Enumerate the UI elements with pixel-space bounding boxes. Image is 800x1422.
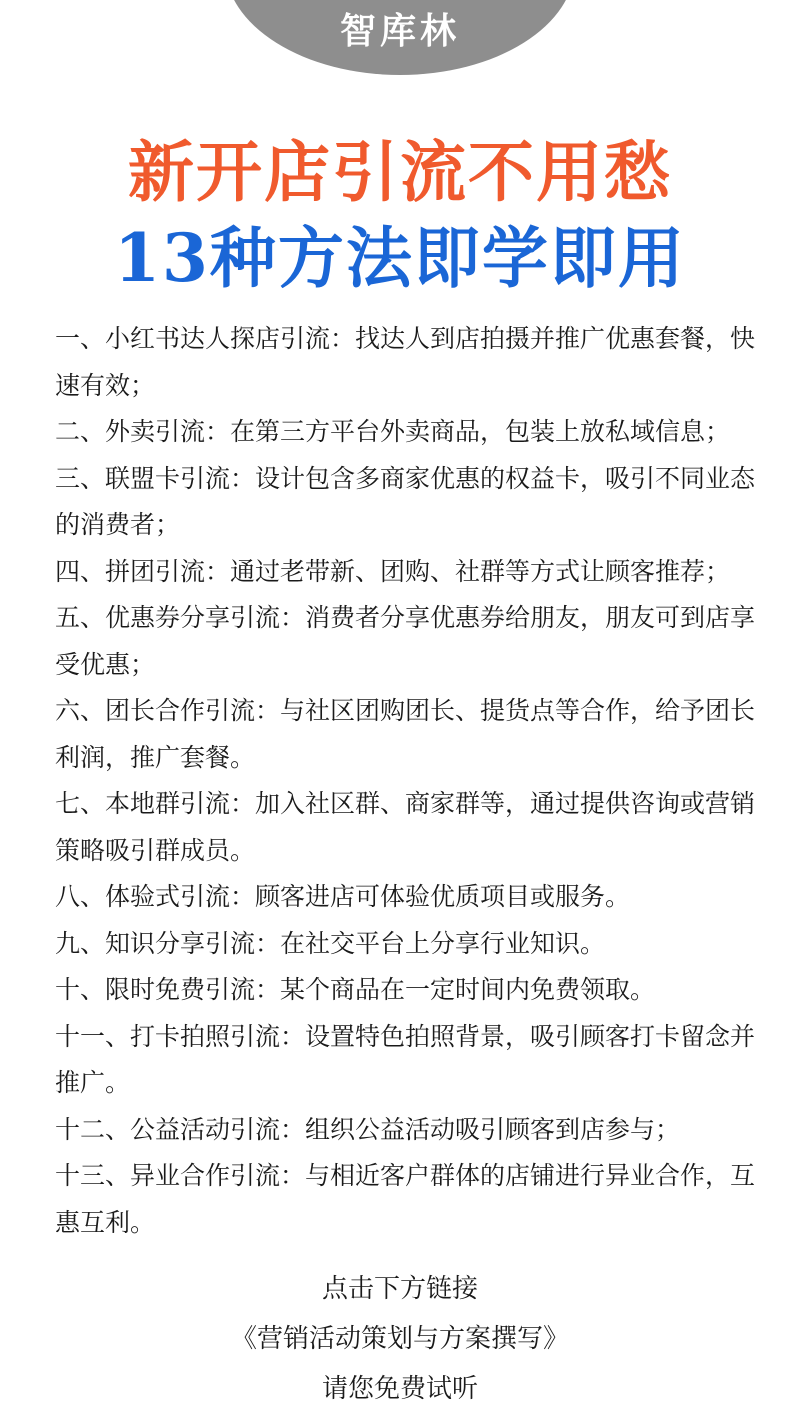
brand-name: 智库林	[339, 11, 460, 52]
method-item: 七、本地群引流：加入社区群、商家群等，通过提供咨询或营销策略吸引群成员。	[55, 789, 756, 865]
footer-cta	[0, 1264, 800, 1414]
method-item: 六、团长合作引流：与社区团购团长、提货点等合作，给予团长利润，推广套餐。	[55, 696, 756, 772]
method-item: 四、拼团引流：通过老带新、团购、社群等方式让顾客推荐；	[55, 556, 731, 586]
method-item: 一、小红书达人探店引流：找达人到店拍摄并推广优惠套餐，快速有效；	[55, 324, 756, 400]
headline-line-1: 新开店引流不用愁	[128, 133, 672, 211]
headline-line-2: 13种方法即学即用	[114, 219, 686, 297]
method-item: 五、优惠券分享引流：消费者分享优惠券给朋友，朋友可到店享受优惠；	[55, 603, 756, 679]
method-item: 十、限时免费引流：某个商品在一定时间内免费领取。	[55, 975, 656, 1004]
method-item: 三、联盟卡引流：设计包含多商家优惠的权益卡，吸引不同业态的消费者；	[55, 463, 756, 539]
method-item: 十一、打卡拍照引流：设置特色拍照背景，吸引顾客打卡留念并推广。	[55, 1021, 756, 1097]
course-link[interactable]: 《营销活动策划与方案撰写》	[230, 1324, 569, 1354]
method-item: 十二、公益活动引流：组织公益活动吸引顾客到店参与；	[55, 1114, 681, 1144]
methods-list	[55, 316, 755, 1246]
footer-prompt: 点击下方链接	[321, 1274, 478, 1304]
method-item: 十三、异业合作引流：与相近客户群体的店铺进行异业合作，互惠互利。	[55, 1161, 756, 1237]
method-item: 八、体验式引流：顾客进店可体验优质项目或服务。	[55, 882, 631, 911]
footer-invite: 请您免费试听	[321, 1374, 478, 1404]
method-item: 二、外卖引流：在第三方平台外卖商品，包装上放私域信息；	[55, 417, 731, 446]
method-item: 九、知识分享引流：在社交平台上分享行业知识。	[55, 928, 606, 958]
